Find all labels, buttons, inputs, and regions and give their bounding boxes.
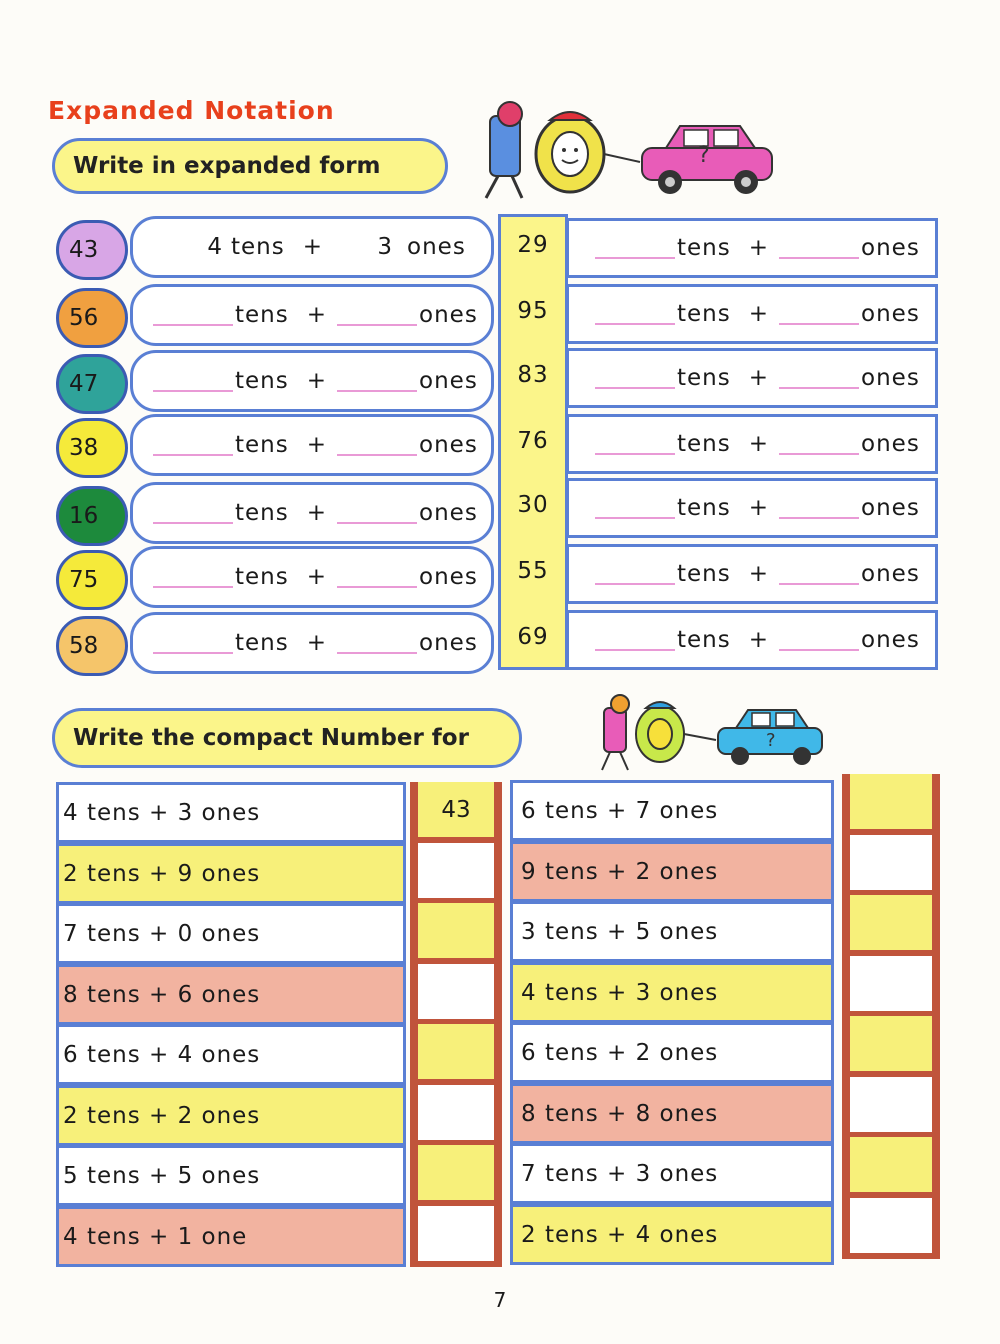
expanded-answer-row xyxy=(130,612,494,674)
expression-text: 2 tens + 2 ones xyxy=(63,1102,261,1129)
number-value: 83 xyxy=(517,362,549,388)
expression-text: 6 tens + 2 ones xyxy=(521,1039,719,1066)
plus-sign: + xyxy=(748,301,770,327)
expanded-answer-row xyxy=(566,478,938,538)
compact-expression-row xyxy=(56,1024,406,1085)
expanded-answer-row xyxy=(566,610,938,670)
ones-blank[interactable] xyxy=(779,433,859,455)
answer-box[interactable] xyxy=(850,1016,932,1071)
expression-text: 4 tens + 1 one xyxy=(63,1223,248,1250)
answer-box[interactable] xyxy=(850,1077,932,1132)
tens-blank[interactable] xyxy=(595,629,675,651)
tens-blank[interactable] xyxy=(153,304,233,326)
answer-box[interactable] xyxy=(418,1085,494,1140)
ones-blank[interactable] xyxy=(337,434,417,456)
expanded-answer-row xyxy=(130,216,494,278)
ones-label: ones xyxy=(861,495,920,521)
ones-label: ones xyxy=(419,432,478,458)
tens-blank[interactable] xyxy=(153,632,233,654)
compact-expression-row xyxy=(510,841,834,902)
compact-expression-row xyxy=(510,1204,834,1265)
ones-blank[interactable] xyxy=(779,629,859,651)
compact-expression-row xyxy=(510,1083,834,1144)
expanded-answer-row xyxy=(130,482,494,544)
answer-box[interactable] xyxy=(418,964,494,1019)
ones-blank[interactable] xyxy=(779,237,859,259)
tens-answer: 4 xyxy=(207,234,223,260)
number-value: 95 xyxy=(517,298,549,324)
answer-box[interactable] xyxy=(418,1145,494,1200)
tens-label: tens xyxy=(677,301,731,327)
number-value: 30 xyxy=(517,492,549,518)
ones-label: ones xyxy=(407,234,466,260)
ones-blank[interactable] xyxy=(337,370,417,392)
expanded-answer-row xyxy=(130,350,494,412)
ones-label: ones xyxy=(419,368,478,394)
expression-text: 4 tens + 3 ones xyxy=(521,979,719,1006)
expanded-answer-row xyxy=(566,284,938,344)
compact-expression-row xyxy=(56,903,406,964)
expanded-answer-row xyxy=(130,414,494,476)
expression-text: 4 tens + 3 ones xyxy=(63,799,261,826)
tens-label: tens xyxy=(235,500,289,526)
number-badge xyxy=(56,616,128,676)
ones-label: ones xyxy=(861,235,920,261)
answer-box[interactable] xyxy=(850,956,932,1011)
expanded-answer-row xyxy=(566,218,938,278)
number-badge xyxy=(56,354,128,414)
ones-label: ones xyxy=(861,627,920,653)
tens-label: tens xyxy=(677,561,731,587)
tens-blank[interactable] xyxy=(595,497,675,519)
plus-sign: + xyxy=(748,431,770,457)
ones-blank[interactable] xyxy=(779,497,859,519)
answer-box[interactable] xyxy=(850,1198,932,1253)
number-value: 16 xyxy=(69,503,99,529)
answer-box[interactable] xyxy=(850,895,932,950)
expression-text: 7 tens + 3 ones xyxy=(521,1160,719,1187)
tens-label: tens xyxy=(677,365,731,391)
ones-blank[interactable] xyxy=(779,303,859,325)
number-value: 29 xyxy=(517,232,549,258)
expression-text: 3 tens + 5 ones xyxy=(521,918,719,945)
expanded-answer-row xyxy=(130,284,494,346)
number-badge xyxy=(56,220,128,280)
ones-label: ones xyxy=(419,500,478,526)
answer-value: 43 xyxy=(441,796,471,823)
ones-label: ones xyxy=(419,564,478,590)
plus-sign: + xyxy=(748,365,770,391)
compact-expression-row xyxy=(56,1145,406,1206)
plus-sign: + xyxy=(306,630,328,656)
tens-blank[interactable] xyxy=(153,370,233,392)
number-value: 58 xyxy=(69,633,99,659)
tens-blank[interactable] xyxy=(595,303,675,325)
number-badge xyxy=(56,288,128,348)
tens-label: tens xyxy=(677,235,731,261)
ones-label: ones xyxy=(861,301,920,327)
instruction-text: Write in expanded form xyxy=(73,153,381,179)
number-value: 75 xyxy=(69,567,99,593)
expression-text: 6 tens + 4 ones xyxy=(63,1041,261,1068)
svg-text:?: ? xyxy=(698,143,710,168)
tens-label: tens xyxy=(677,431,731,457)
ones-label: ones xyxy=(419,630,478,656)
tens-blank[interactable] xyxy=(153,566,233,588)
ones-blank[interactable] xyxy=(779,563,859,585)
answer-box[interactable] xyxy=(850,1137,932,1192)
instruction-expanded-form xyxy=(52,138,448,194)
compact-expression-row xyxy=(56,1206,406,1267)
plus-sign: + xyxy=(748,627,770,653)
plus-sign: + xyxy=(306,302,328,328)
answer-box[interactable] xyxy=(418,1206,494,1261)
expression-text: 6 tens + 7 ones xyxy=(521,797,719,824)
plus-sign: + xyxy=(748,561,770,587)
compact-expression-row xyxy=(510,1022,834,1083)
tens-label: tens xyxy=(235,630,289,656)
tens-blank[interactable] xyxy=(595,433,675,455)
ladder-rung xyxy=(410,1261,502,1267)
characters-car-illustration xyxy=(470,96,790,204)
plus-sign: + xyxy=(306,432,328,458)
number-value: 38 xyxy=(69,435,99,461)
number-value: 56 xyxy=(69,305,99,331)
svg-text:?: ? xyxy=(766,730,776,751)
tens-label: tens xyxy=(235,564,289,590)
compact-expression-row xyxy=(510,962,834,1023)
expression-text: 9 tens + 2 ones xyxy=(521,858,719,885)
ones-label: ones xyxy=(419,302,478,328)
expression-text: 8 tens + 6 ones xyxy=(63,981,261,1008)
ladder-rung xyxy=(842,1253,940,1259)
number-badge xyxy=(56,486,128,546)
tens-label: tens xyxy=(235,302,289,328)
compact-expression-row xyxy=(510,780,834,841)
expanded-answer-row xyxy=(566,544,938,604)
plus-sign: + xyxy=(302,234,324,260)
expanded-answer-row xyxy=(566,414,938,474)
number-value: 69 xyxy=(517,624,549,650)
number-value: 76 xyxy=(517,428,549,454)
compact-expression-row xyxy=(56,843,406,904)
plus-sign: + xyxy=(748,235,770,261)
expression-text: 7 tens + 0 ones xyxy=(63,920,261,947)
ones-blank[interactable] xyxy=(337,566,417,588)
tens-label: tens xyxy=(235,432,289,458)
ones-label: ones xyxy=(861,561,920,587)
compact-expression-row xyxy=(510,901,834,962)
answer-box[interactable] xyxy=(418,782,494,837)
instruction-text: Write the compact Number for xyxy=(73,725,469,751)
answer-box[interactable] xyxy=(418,843,494,898)
plus-sign: + xyxy=(306,368,328,394)
expression-text: 8 tens + 8 ones xyxy=(521,1100,719,1127)
expression-text: 5 tens + 5 ones xyxy=(63,1162,261,1189)
expression-text: 2 tens + 9 ones xyxy=(63,860,261,887)
number-badge xyxy=(56,550,128,610)
answer-box[interactable] xyxy=(850,835,932,890)
compact-expression-row xyxy=(56,1085,406,1146)
plus-sign: + xyxy=(748,495,770,521)
tens-label: tens xyxy=(231,234,285,260)
ones-label: ones xyxy=(861,365,920,391)
answer-box[interactable] xyxy=(418,903,494,958)
tens-blank[interactable] xyxy=(595,367,675,389)
ones-answer: 3 xyxy=(377,234,394,260)
characters-blue-car-illustration xyxy=(590,690,830,774)
number-value: 55 xyxy=(517,558,549,584)
ones-blank[interactable] xyxy=(337,502,417,524)
page-number: 7 xyxy=(493,1288,507,1312)
compact-expression-row xyxy=(56,782,406,843)
ones-label: ones xyxy=(861,431,920,457)
answer-box[interactable] xyxy=(850,774,932,829)
expression-text: 2 tens + 4 ones xyxy=(521,1221,719,1248)
tens-blank[interactable] xyxy=(595,237,675,259)
answer-box[interactable] xyxy=(418,1024,494,1079)
page-title: Expanded Notation xyxy=(48,96,335,125)
tens-label: tens xyxy=(235,368,289,394)
tens-label: tens xyxy=(677,627,731,653)
number-badge xyxy=(56,418,128,478)
expanded-answer-row xyxy=(130,546,494,608)
tens-label: tens xyxy=(677,495,731,521)
ones-blank[interactable] xyxy=(337,632,417,654)
number-value: 43 xyxy=(69,237,99,263)
instruction-compact-number xyxy=(52,708,522,768)
tens-blank[interactable] xyxy=(153,502,233,524)
tens-blank[interactable] xyxy=(153,434,233,456)
plus-sign: + xyxy=(306,500,328,526)
ones-blank[interactable] xyxy=(779,367,859,389)
ones-blank[interactable] xyxy=(337,304,417,326)
expanded-answer-row xyxy=(566,348,938,408)
compact-expression-row xyxy=(56,964,406,1025)
compact-expression-row xyxy=(510,1143,834,1204)
number-value: 47 xyxy=(69,371,99,397)
plus-sign: + xyxy=(306,564,328,590)
tens-blank[interactable] xyxy=(595,563,675,585)
